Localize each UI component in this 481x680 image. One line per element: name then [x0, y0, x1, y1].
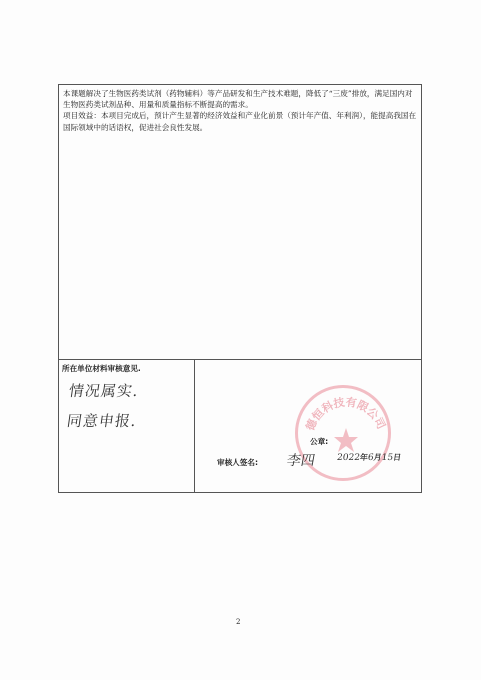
project-description-cell — [59, 85, 421, 360]
seal-text: 德恒科技有限公司 — [303, 395, 388, 433]
description-paragraph-1: 本课题解决了生物医药类试剂（药物辅料）等产品研发和生产技术难题，降低了“三废”排放，满足国内对生物医药类试剂品种、用量和质量指标不断提高的需求。 — [63, 89, 413, 110]
stamp-label: 公章: — [310, 437, 329, 446]
handwritten-opinion-line-1: 情况属实. — [67, 382, 140, 400]
description-paragraph-2: 项目效益：本项目完成后，预计产生显著的经济效益和产业化前景（预计年产值、年利润），能提高我国在国际领域中的话语权，促进社会良性发展。 — [63, 111, 417, 132]
page-number: 2 — [236, 618, 241, 626]
review-opinion-cell — [59, 360, 195, 492]
reviewer-signature: 李四 — [285, 453, 317, 469]
date-month-char: 月 — [373, 453, 383, 462]
stamp-signature-cell — [195, 360, 421, 492]
review-form — [58, 84, 422, 493]
svg-text:德恒科技有限公司 — [303, 395, 389, 433]
date-month: 6 — [367, 453, 375, 463]
reviewer-label: 审核人签名: — [217, 458, 259, 467]
date-year: 2022 — [336, 453, 361, 463]
date-day-char: 日 — [392, 453, 402, 462]
handwritten-opinion-line-2: 同意申报. — [65, 412, 138, 430]
review-opinion-title: 所在单位材料审核意见. — [62, 364, 141, 373]
date-day: 15 — [380, 453, 394, 463]
review-date — [336, 452, 402, 463]
date-year-char: 年 — [359, 453, 369, 462]
